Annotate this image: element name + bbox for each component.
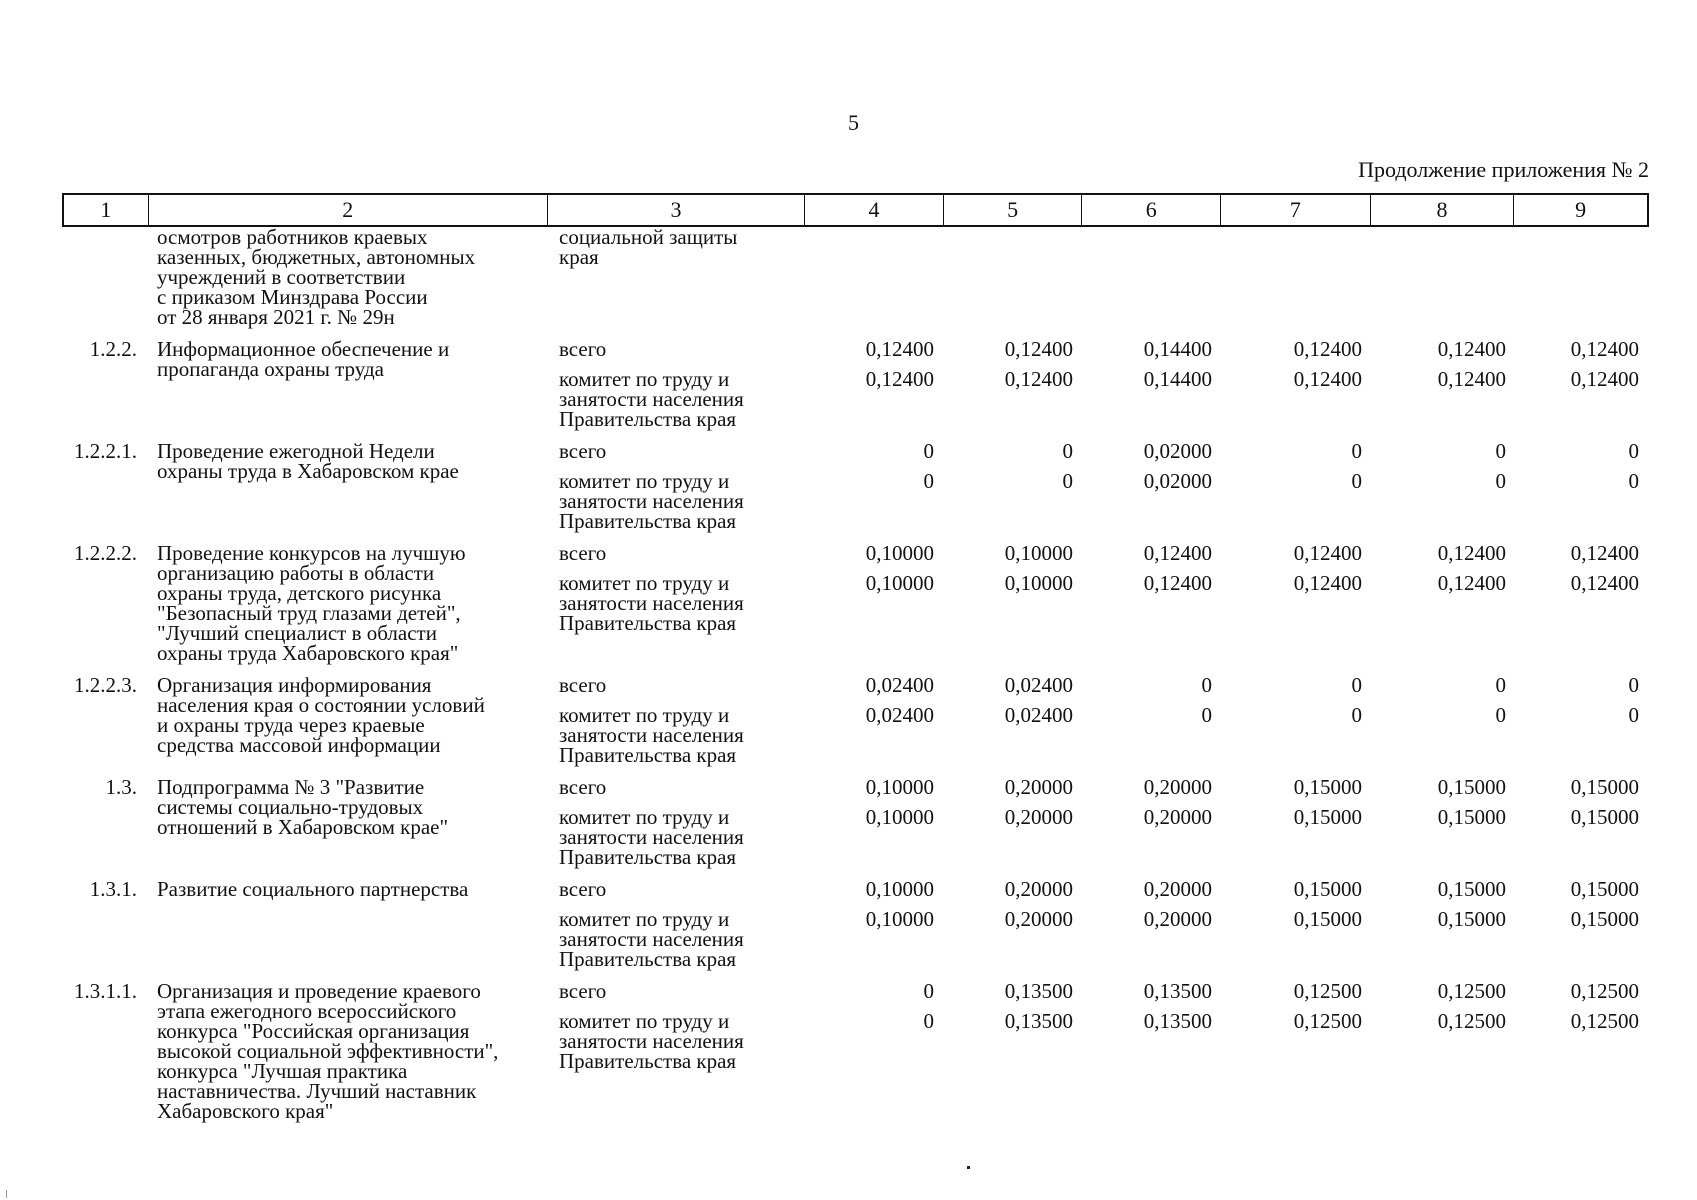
row-code: 1.3.1. <box>89 877 137 901</box>
table-row <box>62 981 1649 1121</box>
value-cell: 0,15000 <box>1437 805 1506 829</box>
funding-source: комитет по труду и занятости населения Правительства края <box>559 367 744 431</box>
column-header: 3 <box>548 195 805 225</box>
funding-source: комитет по труду и занятости населения Правительства края <box>559 1009 744 1073</box>
funding-source: всего <box>559 775 607 799</box>
value-cell: 0,02400 <box>865 673 934 697</box>
value-cell: 0,20000 <box>1004 907 1073 931</box>
value-cell: 0,12400 <box>1570 367 1639 391</box>
value-cell: 0,12500 <box>1437 1009 1506 1033</box>
funding-line <box>547 705 1649 765</box>
funding-source: всего <box>559 673 607 697</box>
value-cell: 0,13500 <box>1004 979 1073 1003</box>
table-body <box>62 227 1649 1121</box>
funding-source: комитет по труду и занятости населения Правительства края <box>559 805 744 869</box>
value-cell: 0,12400 <box>1437 337 1506 361</box>
value-cell: 0,10000 <box>865 775 934 799</box>
row-code: 1.2.2.1. <box>74 439 137 463</box>
funding-line <box>547 675 1649 695</box>
value-cell: 0 <box>923 1009 934 1033</box>
value-cell: 0,12400 <box>1293 571 1362 595</box>
value-cell: 0 <box>1628 673 1639 697</box>
value-cell: 0,20000 <box>1004 877 1073 901</box>
value-cell: 0,10000 <box>865 541 934 565</box>
value-cell: 0,12400 <box>1004 367 1073 391</box>
value-cell: 0,12500 <box>1570 1009 1639 1033</box>
value-cell: 0 <box>1628 703 1639 727</box>
value-cell: 0 <box>1495 469 1506 493</box>
row-code: 1.2.2.2. <box>74 541 137 565</box>
value-cell: 0,15000 <box>1570 775 1639 799</box>
value-cell: 0 <box>923 979 934 1003</box>
row-title: Информационное обеспечение и пропаганда охраны труда <box>157 337 450 381</box>
value-cell: 0,20000 <box>1143 805 1212 829</box>
row-executor: социальной защиты края <box>559 225 738 269</box>
value-cell: 0,15000 <box>1570 805 1639 829</box>
value-cell: 0,13500 <box>1143 979 1212 1003</box>
funding-source: комитет по труду и занятости населения Правительства края <box>559 703 744 767</box>
value-cell: 0,13500 <box>1143 1009 1212 1033</box>
value-cell: 0,15000 <box>1570 907 1639 931</box>
value-cell: 0,12500 <box>1437 979 1506 1003</box>
table-row <box>62 879 1649 969</box>
value-cell: 0,15000 <box>1293 877 1362 901</box>
table-row <box>62 339 1649 429</box>
funding-source: всего <box>559 439 607 463</box>
row-code: 1.3. <box>105 775 137 799</box>
value-cell: 0,10000 <box>865 877 934 901</box>
column-header: 9 <box>1575 197 1587 222</box>
row-code: 1.2.2. <box>89 337 137 361</box>
row-title: Организация и проведение краевого этапа ежегодного всероссийского конкурса "Российская организация высокой социальной эффективности", конкурса "Лучшая практика наставничества. Лучший наставник Хабаровского края" <box>157 979 499 1123</box>
column-header: 1 <box>64 195 149 225</box>
value-cell: 0,12400 <box>1570 571 1639 595</box>
value-cell: 0,20000 <box>1004 805 1073 829</box>
value-cell: 0 <box>1628 469 1639 493</box>
value-cell: 0,14400 <box>1143 367 1212 391</box>
value-cell: 0,15000 <box>1293 907 1362 931</box>
funding-line <box>547 1011 1649 1071</box>
value-cell: 0 <box>1628 439 1639 463</box>
value-cell: 0,12400 <box>1293 337 1362 361</box>
funding-line <box>547 471 1649 531</box>
value-cell: 0,12500 <box>1293 979 1362 1003</box>
value-cell: 0,13500 <box>1004 1009 1073 1033</box>
value-cell: 0 <box>1351 673 1362 697</box>
column-header: 5 <box>944 195 1083 225</box>
value-cell: 0,12500 <box>1570 979 1639 1003</box>
value-cell: 0 <box>923 439 934 463</box>
row-title: Проведение ежегодной Недели охраны труда в Хабаровском крае <box>157 439 459 483</box>
funding-source: всего <box>559 541 607 565</box>
value-cell: 0,02400 <box>865 703 934 727</box>
value-cell: 0,15000 <box>1437 877 1506 901</box>
funding-line <box>547 777 1649 797</box>
row-title: Проведение конкурсов на лучшую организацию работы в области охраны труда, детского рисунка "Безопасный труд глазами детей", "Лучший специалист в области охраны труда Хабаровского края" <box>157 541 466 665</box>
table-row <box>62 675 1649 765</box>
stray-dot <box>967 1166 970 1169</box>
column-header: 4 <box>805 195 944 225</box>
value-cell: 0 <box>1495 673 1506 697</box>
funding-line <box>547 981 1649 1001</box>
value-cell: 0,10000 <box>865 907 934 931</box>
value-cell: 0,02000 <box>1143 439 1212 463</box>
value-cell: 0 <box>1351 703 1362 727</box>
column-header: 7 <box>1221 195 1371 225</box>
table-row <box>62 543 1649 663</box>
value-cell: 0 <box>1201 673 1212 697</box>
funding-line <box>547 339 1649 359</box>
value-cell: 0,10000 <box>865 571 934 595</box>
value-cell: 0,15000 <box>1570 877 1639 901</box>
value-cell: 0,15000 <box>1437 907 1506 931</box>
value-cell: 0 <box>1495 439 1506 463</box>
value-cell: 0,15000 <box>1437 775 1506 799</box>
funding-source: комитет по труду и занятости населения Правительства края <box>559 469 744 533</box>
value-cell: 0,12400 <box>1293 541 1362 565</box>
funding-line <box>547 543 1649 563</box>
value-cell: 0,20000 <box>1143 775 1212 799</box>
value-cell: 0,12400 <box>865 367 934 391</box>
value-cell: 0 <box>1495 703 1506 727</box>
funding-source: комитет по труду и занятости населения Правительства края <box>559 571 744 635</box>
table-row <box>62 227 1649 327</box>
row-title: Подпрограмма № 3 "Развитие системы социально-трудовых отношений в Хабаровском крае" <box>157 775 449 839</box>
value-cell: 0,12400 <box>1143 571 1212 595</box>
row-code: 1.3.1.1. <box>74 979 137 1003</box>
value-cell: 0,15000 <box>1293 775 1362 799</box>
funding-line <box>547 441 1649 461</box>
table-row <box>62 441 1649 531</box>
value-cell: 0,12400 <box>1437 571 1506 595</box>
value-cell: 0,20000 <box>1143 877 1212 901</box>
row-title: Организация информирования населения края о состоянии условий и охраны труда через краевые средства массовой информации <box>157 673 485 757</box>
value-cell: 0 <box>1201 703 1212 727</box>
value-cell: 0 <box>923 469 934 493</box>
funding-line <box>547 807 1649 867</box>
funding-source: всего <box>559 337 607 361</box>
column-header: 6 <box>1082 195 1221 225</box>
value-cell: 0,15000 <box>1293 805 1362 829</box>
funding-line <box>547 573 1649 633</box>
stray-mark <box>6 1190 7 1198</box>
funding-line <box>547 879 1649 899</box>
value-cell: 0,14400 <box>1143 337 1212 361</box>
funding-source: всего <box>559 877 607 901</box>
row-title: Развитие социального партнерства <box>157 877 469 901</box>
value-cell: 0,12400 <box>1570 541 1639 565</box>
continuation-label: Продолжение приложения № 2 <box>1358 157 1649 182</box>
value-cell: 0,02400 <box>1004 673 1073 697</box>
funding-line <box>547 909 1649 969</box>
funding-source: всего <box>559 979 607 1003</box>
value-cell: 0,12400 <box>1293 367 1362 391</box>
value-cell: 0,12400 <box>1437 367 1506 391</box>
value-cell: 0,02000 <box>1143 469 1212 493</box>
value-cell: 0,12400 <box>1437 541 1506 565</box>
funding-line <box>547 369 1649 429</box>
column-header: 8 <box>1371 195 1515 225</box>
page-number: 5 <box>848 110 859 135</box>
table-header <box>62 193 1649 227</box>
value-cell: 0 <box>1351 439 1362 463</box>
value-cell: 0,20000 <box>1143 907 1212 931</box>
value-cell: 0 <box>1062 439 1073 463</box>
value-cell: 0,10000 <box>865 805 934 829</box>
value-cell: 0 <box>1062 469 1073 493</box>
value-cell: 0,12500 <box>1293 1009 1362 1033</box>
value-cell: 0,02400 <box>1004 703 1073 727</box>
value-cell: 0,10000 <box>1004 541 1073 565</box>
row-code: 1.2.2.3. <box>74 673 137 697</box>
value-cell: 0,12400 <box>1570 337 1639 361</box>
table-row <box>62 777 1649 867</box>
value-cell: 0,12400 <box>1143 541 1212 565</box>
row-title: осмотров работников краевых казенных, бюджетных, автономных учреждений в соответствии с приказом Минздрава России от 28 января 2021 г. № 29н <box>157 225 476 329</box>
value-cell: 0,10000 <box>1004 571 1073 595</box>
value-cell: 0,12400 <box>865 337 934 361</box>
column-header: 2 <box>149 195 548 225</box>
value-cell: 0,12400 <box>1004 337 1073 361</box>
value-cell: 0,20000 <box>1004 775 1073 799</box>
funding-source: комитет по труду и занятости населения Правительства края <box>559 907 744 971</box>
value-cell: 0 <box>1351 469 1362 493</box>
